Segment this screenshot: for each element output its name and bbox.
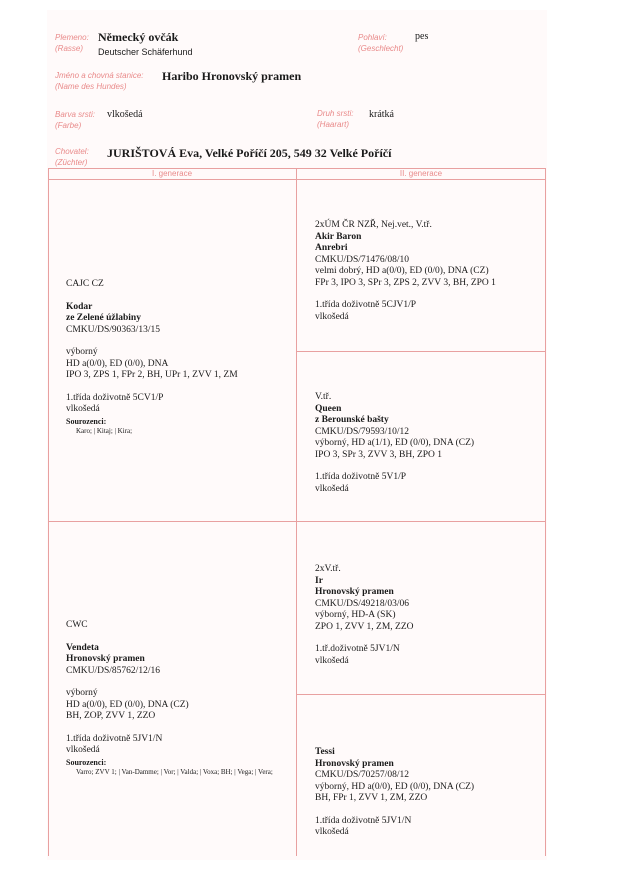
breeder-value: JURIŠTOVÁ Eva, Velké Poříčí 205, 549 32 Velké Poříčí — [107, 146, 392, 160]
generation-2-header: II. generace — [399, 169, 443, 178]
dam-title: CWC — [66, 620, 88, 630]
grid-right-line — [545, 168, 546, 856]
dam-sire-kennel: Hronovský pramen — [315, 587, 394, 597]
sire-dam-breeding: 1.třída doživotně 5V1/P — [315, 472, 407, 482]
dam-color: vlkošedá — [66, 745, 100, 755]
sire-name: Kodar — [66, 301, 93, 312]
sire-sire-name: Akir Baron — [315, 231, 362, 242]
sire-sire-title: 2xÚM ČR NZŘ, Nej.vet., V.tř. — [315, 220, 432, 230]
sire-rating: výborný — [66, 347, 98, 357]
dam-dam-reg: CMKU/DS/70257/08/12 — [315, 770, 409, 780]
sire-siblings-label: Sourozenci: — [66, 416, 107, 426]
color-label — [55, 109, 95, 131]
sire-kennel: ze Zelené úžlabiny — [66, 313, 141, 323]
dam-name: Vendeta — [66, 642, 99, 653]
dam-health: HD a(0/0), ED (0/0), DNA (CZ) — [66, 699, 189, 710]
breed-label-de: (Rasse) — [55, 44, 84, 53]
breed-name-cz: Německý ovčák — [98, 30, 179, 44]
dam-sire-cell — [315, 564, 543, 667]
dam-breeding: 1.třída doživotně 5JV1/N — [66, 733, 163, 744]
color-label-de: (Farbe) — [55, 121, 82, 130]
dam-dam-health: výborný, HD a(0/0), ED (0/0), DNA (CZ) — [315, 781, 475, 792]
sire-sire-kennel: Anrebri — [315, 243, 348, 253]
sex-label-cz: Pohlaví: — [358, 33, 387, 42]
sire-sire-cell — [315, 220, 543, 323]
grid-left-line — [48, 168, 49, 856]
sire-dam-kennel: z Berounské bašty — [315, 415, 389, 425]
coat-label-de: (Haarart) — [317, 120, 350, 129]
dam-kennel: Hronovský pramen — [66, 654, 145, 664]
breed-label-cz: Plemeno: — [55, 33, 89, 42]
dam-dam-exams: BH, FPr 1, ZVV 1, ZM, ZZO — [315, 793, 428, 803]
sire-sire-exams: FPr 3, IPO 3, SPr 3, ZPS 2, ZVV 3, BH, ZPO 1 — [315, 277, 496, 288]
dog-name: Haribo Hronovský pramen — [162, 69, 302, 83]
dam-sire-reg: CMKU/DS/49218/03/06 — [315, 598, 409, 609]
grid-mid-line — [296, 168, 297, 856]
sire-color: vlkošedá — [66, 404, 100, 414]
dam-siblings: Varro; ZVV 1; | Van-Damme; | Vor; | Valda; | Voxa; BH; | Vega; | Vera; — [76, 768, 273, 776]
sire-siblings: Karo; | Kitaj; | Kira; — [76, 427, 133, 435]
sire-health: HD a(0/0), ED (0/0), DNA — [66, 358, 169, 369]
sire-sire-health: velmi dobrý, HD a(0/0), ED (0/0), DNA (CZ) — [315, 266, 489, 276]
sire-sire-breeding: 1.třída doživotně 5CJV1/P — [315, 300, 417, 310]
sex-label-de: (Geschlecht) — [358, 44, 404, 53]
name-label-de: (Name des Hundes) — [55, 82, 127, 91]
dam-sire-name: Ir — [315, 575, 323, 586]
dam-dam-color: vlkošedá — [315, 827, 349, 837]
color-label-cz: Barva srsti: — [55, 110, 96, 119]
dam-exams: BH, ZOP, ZVV 1, ZZO — [66, 711, 156, 721]
sire-reg: CMKU/DS/90363/13/15 — [66, 324, 160, 335]
sire-sire-reg: CMKU/DS/71476/08/10 — [315, 254, 409, 265]
sire-dam-color: vlkošedá — [315, 483, 349, 494]
grid-q3-line — [296, 694, 546, 695]
sire-dam-cell — [315, 392, 543, 495]
coat-label-cz: Druh srsti: — [317, 109, 354, 118]
sire-dam-name: Queen — [315, 403, 342, 414]
sex-label — [358, 32, 403, 54]
dam-rating: výborný — [66, 688, 98, 698]
color-value: vlkošedá — [107, 109, 143, 120]
sire-dam-reg: CMKU/DS/79593/10/12 — [315, 426, 409, 437]
generation-1-header: I. generace — [151, 169, 193, 178]
sire-sire-color: vlkošedá — [315, 311, 349, 322]
coat-value: krátká — [369, 109, 394, 120]
dam-sire-color: vlkošedá — [315, 655, 349, 666]
breeder-label-de: (Züchter) — [55, 158, 88, 167]
sire-cell — [66, 279, 291, 436]
dam-siblings-label: Sourozenci: — [66, 757, 107, 767]
dam-dam-name: Tessi — [315, 747, 335, 757]
dam-dam-breeding: 1.třída doživotně 5JV1/N — [315, 815, 412, 826]
sire-title: CAJC CZ — [66, 279, 104, 289]
name-label-cz: Jméno a chovná stanice: — [55, 71, 144, 80]
sire-breeding: 1.třída doživotně 5CV1/P — [66, 392, 164, 403]
sire-dam-health: výborný, HD a(1/1), ED (0/0), DNA (CZ) — [315, 438, 475, 448]
dam-sire-exams: ZPO 1, ZVV 1, ZM, ZZO — [315, 621, 414, 632]
dam-sire-health: výborný, HD-A (SK) — [315, 610, 396, 620]
dam-dam-kennel: Hronovský pramen — [315, 758, 394, 769]
name-label — [55, 70, 144, 92]
grid-header-line — [48, 179, 546, 180]
dam-cell — [66, 620, 291, 777]
dam-sire-breeding: 1.tř.doživotně 5JV1/N — [315, 644, 400, 654]
breed-label — [55, 32, 89, 54]
breeder-label-cz: Chovatel: — [55, 147, 89, 156]
dam-dam-cell — [315, 747, 543, 839]
sire-exams: IPO 3, ZPS 1, FPr 2, BH, UPr 1, ZVV 1, ZM — [66, 370, 238, 380]
page-bottom-margin — [0, 860, 624, 876]
sex-value: pes — [415, 31, 429, 42]
grid-q1-line — [296, 351, 546, 352]
coat-label — [317, 108, 353, 130]
sire-dam-title: V.tř. — [315, 392, 332, 402]
breeder-label — [55, 146, 89, 168]
dam-reg: CMKU/DS/85762/12/16 — [66, 665, 160, 676]
breed-name-de: Deutscher Schäferhund — [98, 47, 193, 57]
dam-sire-title: 2xV.tř. — [315, 564, 341, 574]
sire-dam-exams: IPO 3, SPr 3, ZVV 3, BH, ZPO 1 — [315, 449, 443, 460]
grid-center-line — [48, 521, 546, 522]
